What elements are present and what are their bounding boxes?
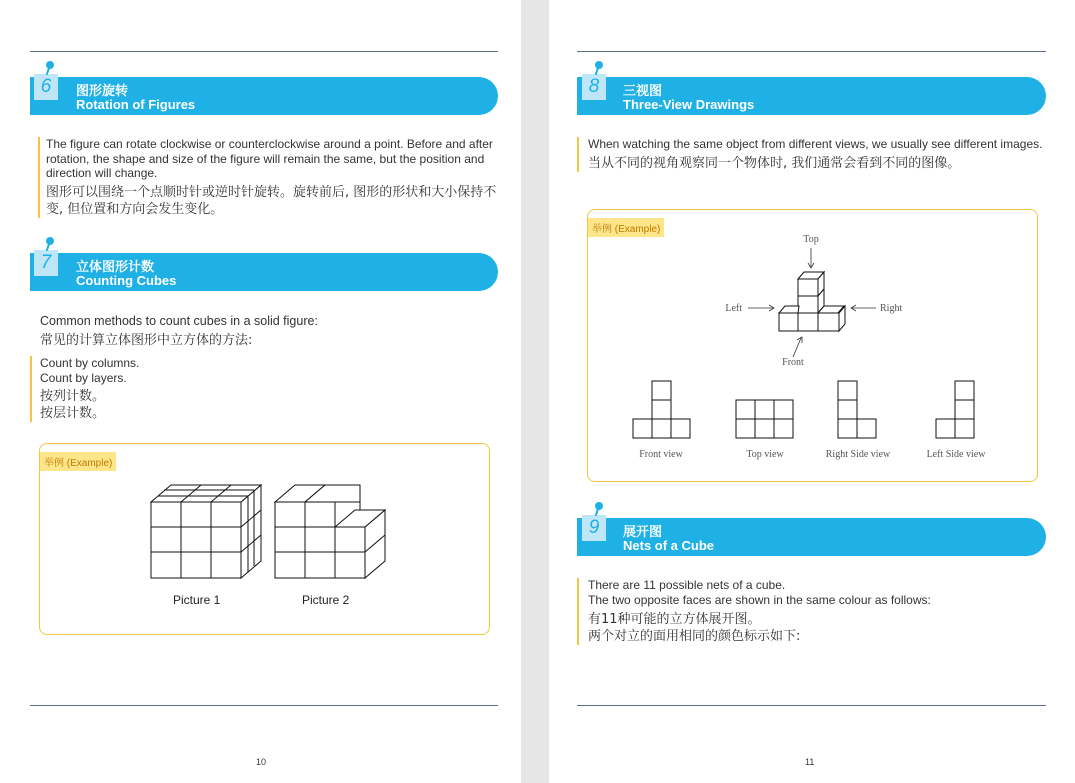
- section-6-banner: [30, 77, 498, 115]
- section-8-banner: [577, 77, 1046, 115]
- right-page: [549, 0, 1075, 783]
- example-box-cubes: [39, 443, 490, 635]
- label-front-view: Front view: [639, 449, 683, 460]
- top-view-drawing: [736, 400, 793, 438]
- page-number-right: 11: [805, 757, 815, 767]
- section-9-title-en: Nets of a Cube: [623, 538, 715, 553]
- section-6-title-en: Rotation of Figures: [76, 97, 196, 112]
- label-top-view: Top view: [746, 449, 784, 460]
- section-9-banner: [577, 518, 1046, 556]
- section-9-text-en-2: The two opposite faces are shown in the same colour as follows:: [588, 593, 931, 607]
- section-7-intro: [40, 314, 500, 349]
- top-rule: [577, 51, 1046, 52]
- label-right: Right: [880, 303, 903, 314]
- label-front: Front: [782, 357, 804, 368]
- left-page: [0, 0, 521, 783]
- pin-icon: [595, 61, 603, 69]
- cube-pictures: [40, 444, 489, 634]
- example-box-views: [587, 209, 1038, 482]
- section-9-title-cn: 展开图: [623, 524, 663, 539]
- section-8-number: 8: [582, 74, 606, 100]
- example-label: 举例 (Example): [588, 218, 664, 237]
- section-9-text: [577, 578, 1048, 645]
- section-7-intro-cn: 常见的计算立体图形中立方体的方法:: [40, 332, 253, 348]
- section-9-text-cn-1: 有11种可能的立方体展开图。: [588, 612, 761, 627]
- picture-2-label: Picture 2: [302, 593, 350, 607]
- pin-icon: [46, 61, 54, 69]
- section-8-text-en: When watching the same object from different views, we usually see different images.: [588, 137, 1043, 151]
- pin-icon: [46, 237, 54, 245]
- section-7-methods: [30, 356, 500, 422]
- label-right-side-view: Right Side view: [825, 449, 891, 460]
- section-6-number: 6: [34, 74, 58, 100]
- section-7-intro-en: Common methods to count cubes in a solid figure:: [40, 314, 318, 328]
- method-1-cn: 按列计数。: [40, 389, 106, 404]
- label-left-side-view: Left Side view: [926, 449, 986, 460]
- left-side-view-drawing: [936, 381, 974, 438]
- page-number-left: 10: [256, 757, 267, 767]
- method-1-en: Count by columns.: [40, 356, 140, 370]
- section-9-text-cn-2: 两个对立的面用相同的颜色标示如下:: [588, 629, 801, 644]
- example-label: 举例 (Example): [40, 452, 116, 471]
- section-8-text: [577, 137, 1048, 172]
- bottom-rule: [30, 705, 498, 706]
- pin-icon: [595, 502, 603, 510]
- section-9-text-en-1: There are 11 possible nets of a cube.: [588, 578, 786, 592]
- method-2-cn: 按层计数。: [40, 406, 106, 421]
- section-6-text-en: The figure can rotate clockwise or counterclockwise around a point. Before and after rotation, the shape and size of the figure will remain the same, but the position and direction will change.: [46, 137, 493, 180]
- section-7-title-en: Counting Cubes: [76, 273, 177, 288]
- picture-2-cubes: [275, 485, 385, 578]
- section-6-title-cn: 图形旋转: [76, 83, 129, 98]
- section-6-text-cn: 图形可以围绕一个点顺时针或逆时针旋转。旋转前后, 图形的形状和大小保持不变, 但位置和方向会发生变化。: [46, 184, 497, 217]
- right-side-view-drawing: [838, 381, 876, 438]
- section-7-number: 7: [34, 250, 58, 276]
- top-rule: [30, 51, 498, 52]
- three-view-figure: [588, 210, 1037, 481]
- section-9-number: 9: [582, 515, 606, 541]
- label-top: Top: [803, 234, 819, 245]
- section-7-title-cn: 立体图形计数: [76, 259, 155, 274]
- section-6-text: [38, 137, 506, 218]
- picture-1-cubes: [151, 485, 261, 578]
- label-left: Left: [725, 303, 742, 314]
- section-8-text-cn: 当从不同的视角观察同一个物体时, 我们通常会看到不同的图像。: [588, 155, 961, 171]
- method-2-en: Count by layers.: [40, 371, 127, 385]
- section-7-banner: [30, 253, 498, 291]
- bottom-rule: [577, 705, 1046, 706]
- picture-1-label: Picture 1: [173, 593, 221, 607]
- section-8-title-cn: 三视图: [623, 83, 663, 98]
- front-view-drawing: [633, 381, 690, 438]
- section-8-title-en: Three-View Drawings: [623, 97, 755, 112]
